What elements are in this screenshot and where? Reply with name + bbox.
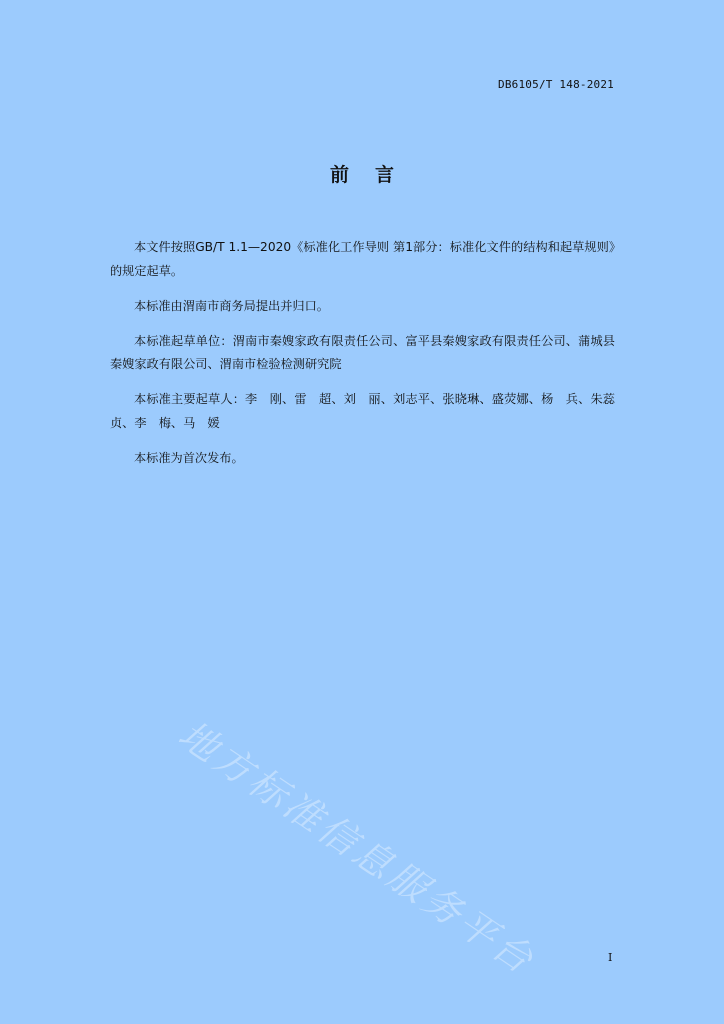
document-code: DB6105/T 148-2021 [498,78,614,91]
paragraph-proposer: 本标准由渭南市商务局提出并归口。 [134,298,329,313]
paragraph-drafting-rules: 本文件按照GB/T 1.1—2020《标准化工作导则 第1部分：标准化文件的结构和起草规则》的规定起草。 [110,240,615,278]
paragraph-drafters: 本标准主要起草人：李 刚、雷 超、刘 丽、刘志平、张晓琳、盛荧娜、杨 兵、朱蕊贞、李 梅、马 媛 [110,392,615,430]
paragraph-first-release: 本标准为首次发布。 [134,450,244,465]
page-number: I [608,951,613,964]
paragraph-drafting-units: 本标准起草单位：渭南市秦嫂家政有限责任公司、富平县秦嫂家政有限责任公司、蒲城县秦嫂家政有限公司、渭南市检验检测研究院 [110,333,615,371]
foreword-content [110,236,615,482]
watermark: 地方标准信息服务平台 [170,712,544,984]
page-title: 前言 [329,164,420,186]
